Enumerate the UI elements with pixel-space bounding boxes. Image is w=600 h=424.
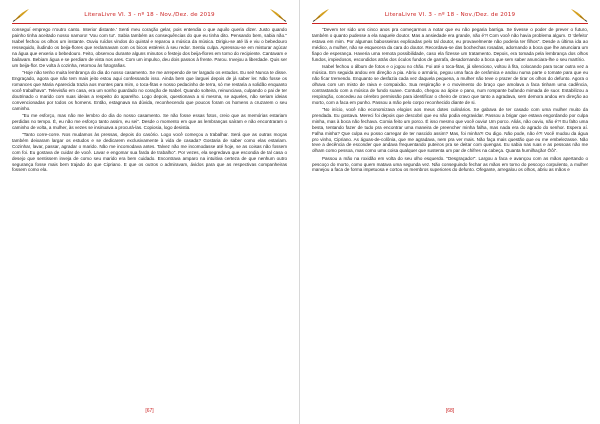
quill-pen-icon	[570, 8, 588, 22]
journal-header-title: LiteraLivre VI. 3 - nº 18 - Nov./Dez. de 2019	[384, 12, 516, 18]
paragraph: "Hoje não tenho muita lembrança do dia do nosso casamento. Se me arrependo de ter largado os estudos. Eu sei! Nunca te disse. Engraçado, agora que não tem mais jeito estou aqui confessando isso. Ainda bem que larguei depois de já saber ler. Não fosse os romances que Maria Aparecida trazia aos montes para mim, o toca-fitas e nosso pedacinho de terra, só me restaria a solidão enquanto você trabalhava". Televisão em casa, era um sonho guardado no coração de Isabel. Quando solteira, reinunciava, culpando o pai de ter doutrinado o marido com suas ideias a respeito do aparelho. Logo depois, questionava a si mesma, se aqueles, não seriam ideias convencionadas por todos os homens. Então, estagnava na dúvida, reconhecendo que poucos foram os homens a cruzarem o seu caminho.	[12, 69, 287, 111]
paragraph: "Tanto corre-corre. Nos mudamos às pressas, depois do casório. Logo você começou a trabalhar. Será que as outras moças também deixaram largar os estudos e se dedicarem exclusivamente à vida de casada? Gostaria de saber como elas estariam. Cozinhar, lavar, passar, agradar o marido. Não me incomodava antes. Talvez não me incomodasse até hoje, se as coisas não fossem com foi. Eu gostava de cuidar de você. Lavar e engomar sua farda de trabalho". Por vezes, ela segredava que escondia de tal casa o desejo que sentissem inveja de como seu marido era bem cuidado. Encontrava amparo na intuitiva certeza de que nenhum outro segurança fosse mais bem trajado do que Cipriano. E que os outros o admiravam, ávidos para que as respectivas companheiras fossem como ela.	[12, 131, 287, 173]
body-text	[12, 27, 287, 173]
paragraph: conseguí emprego n'outro canto. Interior distante.' Senti meu coração gelar, pois entendia o que aquilo queria dizer. Justo quando painho tinha aceitado nosso namoro! 'Vou com tu!'. Sabia também as consequências do que eu tinha dito. Pensando bem, sabia não." Isabel fechou os olhos um instante. Ouviu ruídos vindos do quintal e reparou a música da música. Dirigiu-se até lá e viu o bebedouro ressequido, iludindo os beija-flores que reclamavam com os bicos estéreis à seu redor. Sentiu culpa. Apressou-se em misturar açúcar na água que enxeria o bebedouro. Feito, observou durante alguns minutos o festejo dos beija-flores em torno do recipiente. Cantavam e bailavam. Bebiam água e se perdiam de vista nos ares. Com um impulso, deu dois passos à frente. Parou. Invejou a liberdade. Quis ser um beija-flor. De volta à cozinha, retornou às fotografias.	[12, 27, 287, 68]
paragraph: "No início, você não economizava elogios aos meus dotes culinários. Se gabava de ter casado com uma mulher muito da prendada. Eu gostava. Mereci foi depois que descobri que eu não podia engravidar. Passou a brigar que estava engordando por culpa minha, mas à boca não fechava. Comia feito um porco. É isso mesmo que você ouviu! Um porco. Aliás, não ouviu, não é?! Eu falto uma besta, tentando fazer de tudo pra encontrar uma maneira de preencher minha falha, mas nada era do agrado do senhor. Espera aí. Falha minha? Que culpa eu posso carregar de ter nascido assim? Mas, foi minha?! Ou digo. Não pode, não é?! Você mudou da água pro vinho, Cipriano. As águas-de-colônia, que me agradava, nem pra ver mais. Não faça mais questão que eu me embelezasse. Não teve a decência de esconder que andava frequentando puteiros pra se deitar com quengas. Eu sabia nas ruas e as pessoas não me olham como pessoa, mas como uma coisa qualquer que sustenta um par de chifres na cabeça. Quanta humilhação! Ôôi".	[312, 106, 588, 154]
right-page	[300, 0, 600, 424]
journal-header-title: LiteraLivre VI. 3 - nº 18 - Nov./Dez. de 2019	[84, 12, 215, 18]
header-divider	[312, 23, 588, 24]
quill-pen-icon	[312, 8, 330, 22]
quill-pen-icon	[12, 8, 30, 22]
body-text	[312, 27, 588, 173]
quill-pen-icon	[269, 8, 287, 22]
header-divider	[12, 23, 287, 24]
page-header	[12, 8, 287, 22]
page-number: [68]	[445, 408, 455, 414]
paragraph: "Devem ter sido uns cinco anos pra começarmos a notar que eu não pegaria barriga. Se tivesse o poder de prever o futuro, também o quanto pudesse a ela naquele doutor. Mas a ansiedade era grande, não é?! Com você não havia problema algum. O 'defeito' estava em mim. Por algumas babosseiras explicadas pelo tal doutor, eu provavelmente não poderia ter filhos". Desde a última ida ao médico, a mulher, não se esquecera da cara do doutor. Recordava-se das bochechas rosadas, adornando a boca que lhe anunciara um fiapo de esperança. Haveria uma remota possibilidade, caso ela fizesse um tratamento. Depois, era tomada pela lembrança dos olhos fundos, impiedosos, escondidos atrás dos óculos fundos de garrafa, desadornando a boca que sem saber anunciara-lhe o seu martírio.	[312, 27, 588, 62]
paragraph: Passou a mão na roxidão em volta do seu olho esquerdo. "Desgraçado!". Largou a faca e avançou com as mãos apertando o pescoço do morto, como quem matava uma segunda vez. Não conseguindo fechar as mãos em torno do pescoço corpulento, a mulher manejou a faca de forma impetuosa e cortou os membros superiores do defunto. Ofegante, arregalou os olhos, abriu as mãos e	[312, 155, 588, 173]
page-number: [67]	[145, 408, 154, 414]
paragraph: "Eu me esforço, mas não me lembro do dia do nosso casamento. Se não fosse essas fotos, creio que as memórias estariam perdidas no tempo. É, eu não me esforço tanto assim, eu sei". Desde o momento em que as lembranças saíram e não encontraram o caminho de volta, a mulher, às vezes se insinuava a procurá-las. Copiosia, logo desistia.	[12, 112, 287, 130]
paragraph: Isabel fechou o álbum de fotos e o jogou no chão. Foi até o toca-fitas, já silencioso, voltou à fita, colocando para tocar outra vez a música. Em seguida andou em direção a pia. Abriu o armário, pegou uma faca de cerâmica e andou numa parte o tomate para que eu não ficar tremendo. Enquanto se desfazia cada vez daquela pequena, a mulher não teve o prazer de tirar os olhos do defunto. Agora o olhava com um misto de raiva e compaixão. Sua respiração e o movimento do braço que amolava a faca tinham uma cadência, contrastando com a música de fundo suave. Contudo, chegou ao ápice o pano, num rompante bufando mimada de suor. Estabilizou a respiração, concedeu ao cérebro permissão para identificar o cheiro de cravo que tanto a agradava, sem demora andou em direção ao morto, com a faca em punho. Passou a mão pelo corpo reconhecido diante de si.	[312, 63, 588, 105]
page-header	[312, 8, 588, 22]
